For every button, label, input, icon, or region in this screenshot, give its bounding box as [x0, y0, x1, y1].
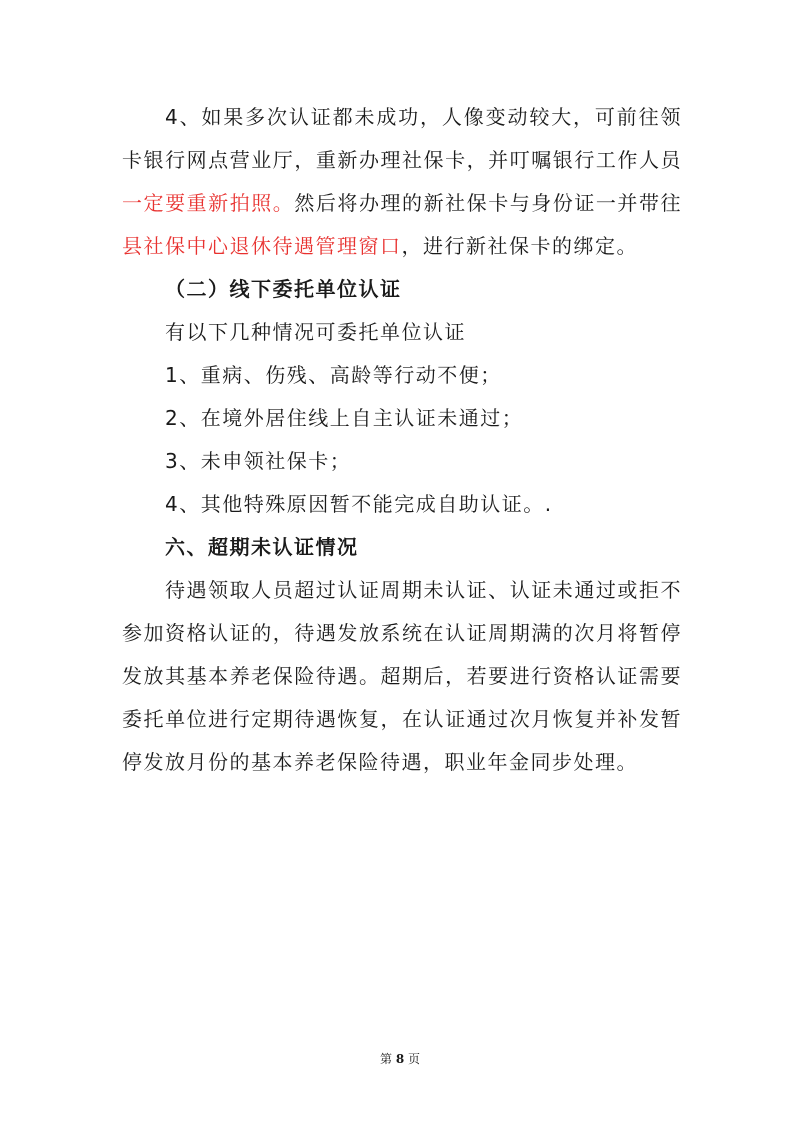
section-intro: 有以下几种情况可委托单位认证 [165, 320, 466, 344]
section-heading-overdue: 六、超期未认证情况 [165, 535, 359, 559]
page-number: 8 [395, 1052, 405, 1066]
paragraph-item-4-text-1: 4、如果多次认证都未成功，人像变动较大，可前往领卡银行网点营业厅，重新办理社保卡，并叮嘱银行工作人员 [122, 105, 682, 172]
highlight-retake-photo: 一定要重新拍照。 [122, 191, 295, 215]
paragraph-item-4-text-3: ，进行新社保卡的绑定。 [401, 234, 638, 258]
page-footer [0, 1050, 800, 1067]
footer-prefix: 第 [379, 1052, 392, 1066]
section-overdue-body: 待遇领取人员超过认证周期未认证、认证未通过或拒不参加资格认证的，待遇发放系统在认证周期满的次月将暂停发放其基本养老保险待遇。超期后，若要进行资格认证需要委托单位进行定期待遇恢复，在认证通过次月恢复并补发暂停发放月份的基本养老保险待遇，职业年金同步处理。 [122, 578, 682, 774]
paragraph-item-4 [122, 96, 682, 268]
highlight-window-location: 县社保中心退休待遇管理窗口 [122, 234, 402, 258]
list-item-4: 4、其他特殊原因暂不能完成自助认证。. [165, 492, 553, 516]
list-item-3: 3、未申领社保卡； [165, 449, 352, 473]
paragraph-item-4-text-2: 然后将办理的新社保卡与身份证一并带往 [294, 191, 683, 215]
section-heading-offline-entrust: （二）线下委托单位认证 [165, 277, 402, 301]
list-item-2: 2、在境外居住线上自主认证未通过； [165, 406, 524, 430]
footer-suffix: 页 [408, 1052, 421, 1066]
list-item-1: 1、重病、伤残、高龄等行动不便； [165, 363, 502, 387]
